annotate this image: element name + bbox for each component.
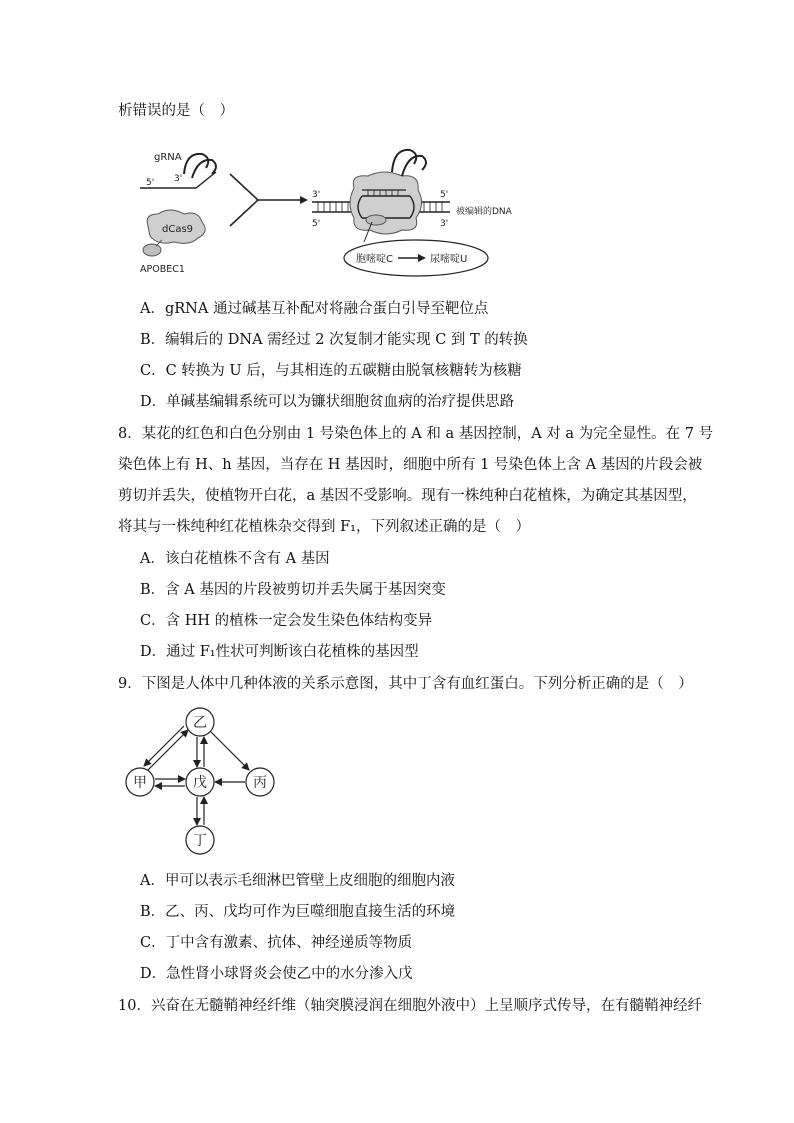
dna-3prime-left: 3' xyxy=(312,190,321,200)
q8-option-b: B．含 A 基因的片段被剪切并丢失属于基因突变 xyxy=(140,582,446,598)
node-wu-label: 戊 xyxy=(193,775,207,791)
node-bing-label: 丙 xyxy=(253,775,267,791)
base-editing-figure xyxy=(140,134,560,280)
q9-stem: 9．下图是人体中几种体液的关系示意图，其中丁含有血红蛋白。下列分析正确的是（ ） xyxy=(118,676,693,692)
q9-option-c: C．丁中含有激素、抗体、神经递质等物质 xyxy=(140,935,413,951)
body-fluid-diagram xyxy=(118,700,288,860)
q7-option-a: A．gRNA 通过碱基互补配对将融合蛋白引导至靶位点 xyxy=(140,301,489,317)
dcas9-label: dCas9 xyxy=(162,224,194,235)
editor-complex xyxy=(350,172,422,234)
q8-stem-line-1: 8．某花的红色和白色分别由 1 号染色体上的 A 和 a 基因控制，A 对 a 为完全显性。在 7 号 xyxy=(118,426,714,442)
q9-option-a: A．甲可以表示毛细淋巴管壁上皮细胞的细胞内液 xyxy=(140,873,455,889)
dna-5prime-left: 5' xyxy=(312,219,321,229)
grna-hairpin-left xyxy=(184,154,216,178)
arrow-yi-to-bing xyxy=(211,732,249,770)
edited-dna-label: 被编辑的DNA xyxy=(456,207,512,217)
q7-option-d: D．单碱基编辑系统可以为镰状细胞贫血病的治疗提供思路 xyxy=(140,394,515,410)
arrow-yi-to-jia xyxy=(144,726,184,766)
dna-3prime-right: 3' xyxy=(440,219,449,229)
combine-chevron xyxy=(230,174,258,226)
q8-stem-line-4: 将其与一株纯种红花植株杂交得到 F₁，下列叙述正确的是（ ） xyxy=(118,519,530,535)
arrow-jia-to-yi xyxy=(148,730,188,770)
q9-option-b: B．乙、丙、戊均可作为巨噬细胞直接生活的环境 xyxy=(140,904,456,920)
node-yi-label: 乙 xyxy=(193,715,207,731)
node-ding-label: 丁 xyxy=(193,833,207,849)
dna-5prime-right: 5' xyxy=(440,190,449,200)
conversion-from: 胞嘧啶C xyxy=(356,254,393,265)
q7-option-b: B．编辑后的 DNA 需经过 2 次复制才能实现 C 到 T 的转换 xyxy=(140,332,528,348)
q10-stem: 10．兴奋在无髓鞘神经纤维（轴突膜浸润在细胞外液中）上呈顺序式传导，在有髓鞘神经纤 xyxy=(118,998,702,1014)
q8-option-d: D．通过 F₁性状可判断该白花植株的基因型 xyxy=(140,644,419,660)
conversion-to: 尿嘧啶U xyxy=(430,254,468,265)
q8-stem-line-3: 剪切并丢失，使植物开白花，a 基因不受影响。现有一株纯种白花植株，为确定其基因型， xyxy=(118,488,697,504)
apobec1-protein xyxy=(143,244,161,256)
grna-hairpin-right xyxy=(392,150,426,176)
q8-option-a: A．该白花植株不含有 A 基因 xyxy=(140,551,330,567)
q9-option-d: D．急性肾小球肾炎会使乙中的水分渗入戊 xyxy=(140,966,413,982)
grna-3prime: 3' xyxy=(174,174,183,184)
grna-5prime: 5' xyxy=(146,178,155,188)
grna-label: gRNA xyxy=(154,152,182,163)
node-jia-label: 甲 xyxy=(133,775,147,791)
q7-option-c: C．C 转换为 U 后，与其相连的五碳糖由脱氧核糖转为核糖 xyxy=(140,363,522,379)
q7-stem-end: 析错误的是（ ） xyxy=(118,103,234,119)
apobec1-label: APOBEC1 xyxy=(140,264,185,275)
q8-option-c: C．含 HH 的植株一定会发生染色体结构变异 xyxy=(140,613,433,629)
q8-stem-line-2: 染色体上有 H、h 基因，当存在 H 基因时，细胞中所有 1 号染色体上含 A 基因的片段会被 xyxy=(118,457,703,473)
